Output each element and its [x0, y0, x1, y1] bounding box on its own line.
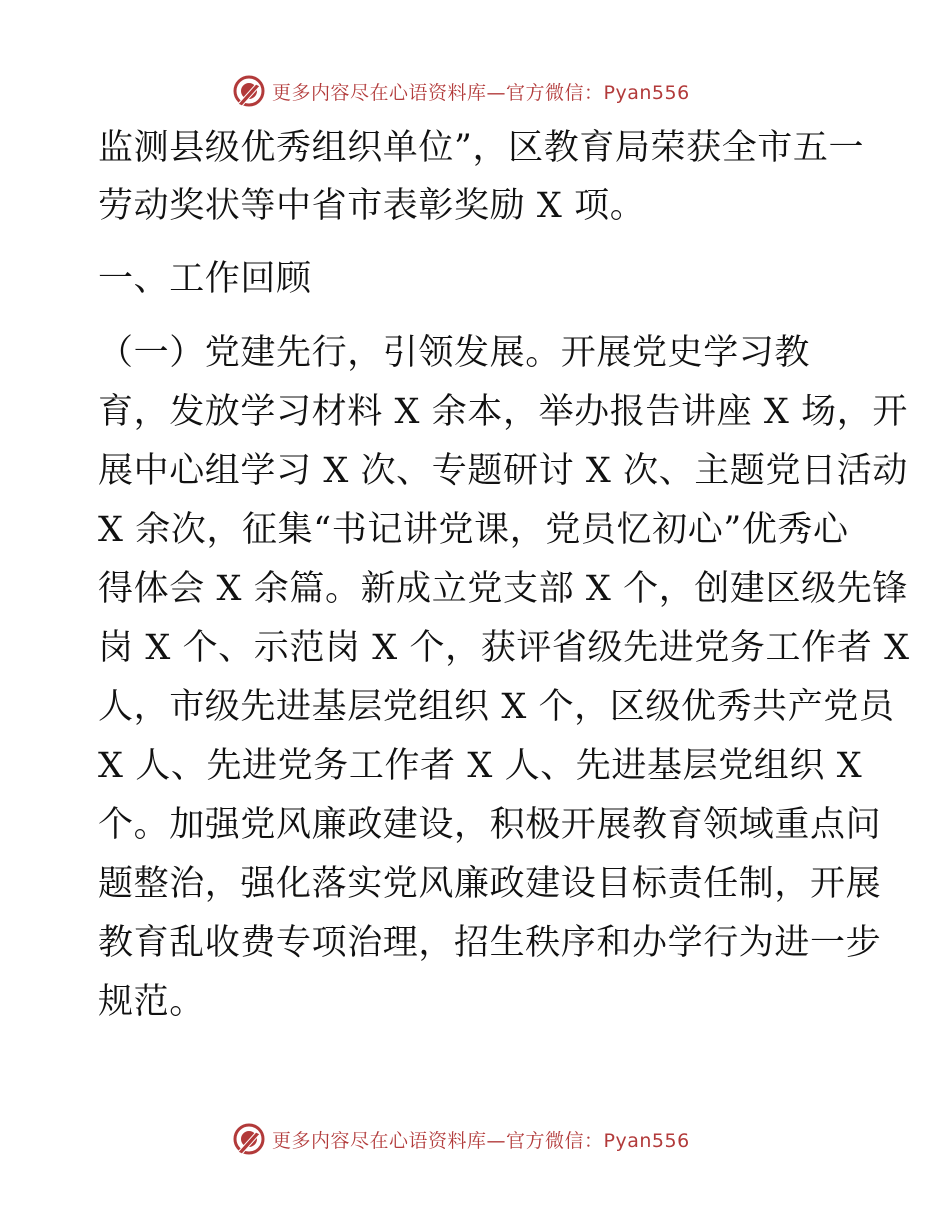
footer-watermark: [232, 1122, 690, 1156]
text-line: X 人、先进党务工作者 X 人、先进基层党组织 X: [98, 746, 863, 786]
text-line: X 余次，征集“书记讲党课，党员忆初心”优秀心: [98, 510, 849, 550]
watermark-text: 更多内容尽在心语资料库—官方微信：Pyan556: [272, 1129, 690, 1152]
subsection-heading-line: （一）党建先行，引领发展。开展党史学习教: [98, 333, 811, 373]
section-heading: 一、工作回顾: [98, 259, 312, 299]
text-line: 得体会 X 余篇。新成立党支部 X 个，创建区级先锋: [98, 569, 908, 609]
text-line: 教育乱收费专项治理，招生秩序和办学行为进一步: [98, 923, 882, 963]
text-line: 规范。: [98, 982, 205, 1022]
text-line: 劳动奖状等中省市表彰奖励 X 项。: [98, 186, 646, 226]
pen-seal-logo-icon: [232, 1122, 266, 1156]
pen-seal-logo-icon: [232, 74, 266, 108]
text-line: 岗 X 个、示范岗 X 个，获评省级先进党务工作者 X: [98, 628, 910, 668]
text-line: 监测县级优秀组织单位”，区教育局荣获全市五一: [98, 128, 865, 168]
text-line: 个。加强党风廉政建设，积极开展教育领域重点问: [98, 805, 882, 845]
text-line: 人，市级先进基层党组织 X 个，区级优秀共产党员: [98, 687, 895, 727]
header-watermark: [232, 74, 690, 108]
watermark-text: 更多内容尽在心语资料库—官方微信：Pyan556: [272, 81, 690, 104]
text-line: 展中心组学习 X 次、专题研讨 X 次、主题党日活动: [98, 451, 908, 491]
text-line: 题整治，强化落实党风廉政建设目标责任制，开展: [98, 864, 882, 904]
text-line: 育，发放学习材料 X 余本，举办报告讲座 X 场，开: [98, 392, 908, 432]
